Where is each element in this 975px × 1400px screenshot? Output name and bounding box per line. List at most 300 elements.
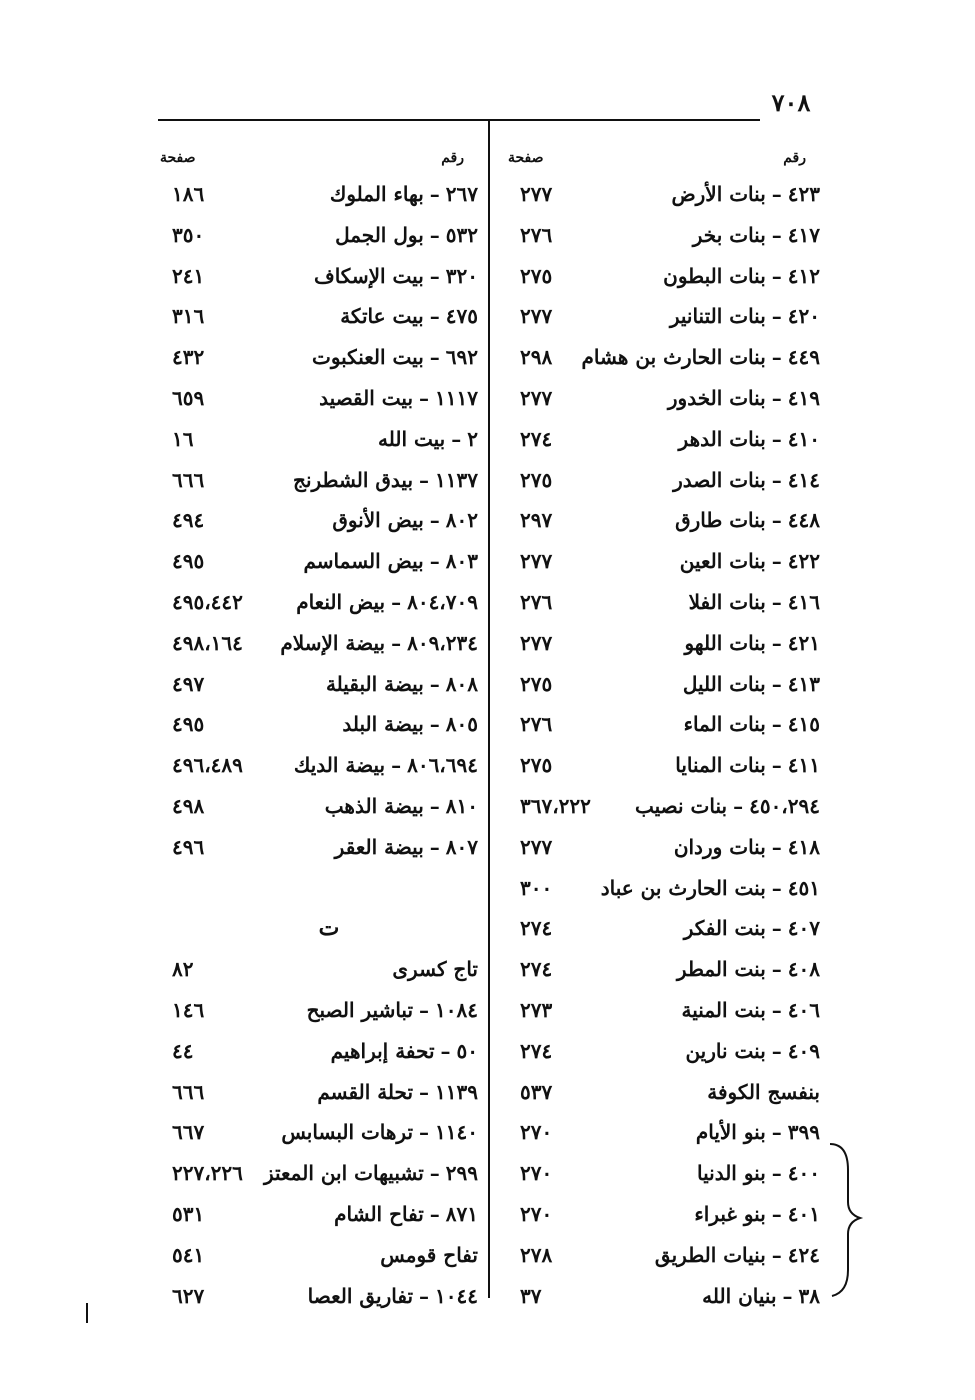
dash-separator: – [771,997,782,1022]
entry-page: ٢٧٦ [520,589,553,614]
entry-phrase: بنفسج الكوفة [707,1079,820,1104]
entry-page: ٢٧٠ [520,1201,553,1226]
entry-phrase: بيدق الشطرنج [293,467,414,492]
entry-label [335,215,478,256]
entry-label [680,541,820,582]
index-entry [160,215,478,256]
right-column-header [508,142,820,174]
entry-page: ٥٤١ [172,1242,205,1267]
entry-phrase: بنو الأيام [695,1120,766,1145]
entry-number: ٤٠٧ [787,916,820,941]
entry-phrase: بنات التنانير [669,304,766,329]
dash-separator: – [429,508,440,533]
entry-phrase: تحفة إبراهيم [330,1038,435,1063]
index-entry [508,378,820,419]
entry-page: ٢٧٤ [520,957,553,982]
entry-page: ٤٩٨،١٦٤ [172,630,243,655]
page-heading: صفحة [160,150,196,166]
entry-label [314,256,478,297]
dash-separator: – [771,1201,782,1226]
dash-separator: – [771,1120,782,1145]
index-entry [508,1276,820,1317]
entry-label [601,868,820,909]
index-entry [160,174,478,215]
entry-phrase: بنات الحارث بن هشام [581,345,766,370]
dash-separator: – [771,589,782,614]
entry-page: ٢٧٧ [520,834,553,859]
entry-label [684,908,820,949]
entry-label [335,827,478,868]
entry-phrase: بنت الفكر [683,916,766,941]
index-entry [508,582,820,623]
entry-label [280,623,478,664]
index-entry [508,949,820,990]
entry-page: ٢٧٠ [520,1120,553,1145]
entry-number: ٤١٢ [787,263,820,288]
entry-phrase: بنيات الطريق [654,1242,766,1267]
dash-separator: – [771,753,782,778]
entry-page: ٢٧٠ [520,1161,553,1186]
entry-page: ٣٥٠ [172,222,205,247]
entry-label [317,1072,478,1113]
entry-number: ١٠٨٤ [435,997,478,1022]
entry-number: ٤١٠ [787,426,820,451]
dash-separator: – [419,1120,430,1145]
index-entry [508,868,820,909]
entry-phrase: بنات اللهو [684,630,766,655]
entry-page: ٦٥٩ [172,385,205,410]
dash-separator: – [771,916,782,941]
entry-number: ٤٤٩ [787,345,820,370]
entry-page: ٢٩٨ [520,345,553,370]
entry-phrase: بنات العين [679,549,766,574]
entry-label [392,949,478,990]
dash-separator: – [771,630,782,655]
section-letter: ت [318,915,340,942]
index-entry [508,1072,820,1113]
entry-label [679,419,820,460]
entry-phrase: تحلة القسم [317,1079,414,1104]
entry-label [673,460,820,501]
entry-number: ٤٢٤ [787,1242,820,1267]
index-entry [160,419,478,460]
entry-number: ٢ [467,426,478,451]
entry-page: ٢٧٦ [520,222,553,247]
entry-label [675,500,820,541]
entry-page: ٢٧٦ [520,712,553,737]
entry-label [684,704,820,745]
entry-label [308,1276,478,1317]
entry-phrase: بنات نصيب [635,793,728,818]
index-entry [508,704,820,745]
entry-number: ٨٠٥ [445,712,478,737]
entry-number: ٢٩٩ [445,1161,478,1186]
entry-phrase: ترهات البسابس [281,1120,414,1145]
index-entry [160,582,478,623]
entry-label [378,419,478,460]
index-entry [160,541,478,582]
dash-separator: – [771,549,782,574]
index-entry [508,827,820,868]
dash-separator: – [429,263,440,288]
page-number: ٧٠٨ [771,88,811,117]
entry-phrase: تفاح الشام [334,1201,424,1226]
entry-page: ٢٧٤ [520,1038,553,1063]
entry-label [674,827,820,868]
entry-number: ٨٧١ [445,1201,478,1226]
entry-phrase: بنات وردان [673,834,766,859]
entry-number: ٨١٠ [445,793,478,818]
index-entry [160,1153,478,1194]
dash-separator: – [419,997,430,1022]
dash-separator: – [771,1038,782,1063]
entry-phrase: بنيان الله [702,1283,777,1308]
entry-label [330,174,478,215]
index-entry [508,1194,820,1235]
entry-number: ٨٠٦،٦٩٤ [407,753,478,778]
index-entry [160,949,478,990]
dash-separator: – [391,753,402,778]
entry-number: ١٠٤٤ [435,1283,478,1308]
index-entry [508,1031,820,1072]
left-index-column [160,142,478,1316]
entry-page: ٦٦٦ [172,467,205,492]
entry-label [264,1153,478,1194]
entry-phrase: بنت الحارث بن عباد [600,875,766,900]
entry-phrase: بيت عاتكة [340,304,424,329]
index-entry [508,337,820,378]
entry-page: ٣٠٠ [520,875,553,900]
dash-separator: – [771,875,782,900]
entry-number: ٨٠٩،٢٣٤ [407,630,478,655]
entry-page: ٢٧٣ [520,997,553,1022]
entry-page: ٢٧٥ [520,671,553,696]
entry-number: ٤١٩ [787,385,820,410]
entry-page: ١٨٦ [172,182,205,206]
entry-number: ٤٠٦ [787,997,820,1022]
dash-separator: – [771,1242,782,1267]
entry-phrase: بنات البطون [663,263,766,288]
entry-page: ٢٧٥ [520,263,553,288]
dash-separator: – [391,630,402,655]
entry-page: ٤٩٦،٤٨٩ [172,753,243,778]
index-entry [508,215,820,256]
entry-phrase: بيض الأنوق [332,508,424,533]
entry-page: ٢٧٤ [520,426,553,451]
entry-number: ٨٠٢ [445,508,478,533]
dash-separator: – [429,222,440,247]
entry-phrase: بيت القصيد [319,385,414,410]
dash-separator: – [429,1201,440,1226]
entry-number: ٤٢٠ [787,304,820,329]
dash-separator: – [440,1038,451,1063]
entry-label [702,1276,820,1317]
entry-phrase: بول الجمل [335,222,424,247]
entry-label [696,1112,820,1153]
index-entry [160,786,478,827]
index-entry [508,541,820,582]
left-column-header [160,142,478,174]
entry-label [303,541,478,582]
entry-phrase: بيض السماسم [303,549,424,574]
dash-separator: – [419,385,430,410]
entry-label [663,256,820,297]
entry-label [326,664,478,705]
entry-page: ٥٣٧ [520,1079,553,1104]
entry-number: ٢٦٧ [445,182,478,206]
entry-page: ٢٧٧ [520,182,553,206]
entry-page: ٤٩٦ [172,834,205,859]
entry-label [342,704,478,745]
dash-separator: – [771,385,782,410]
dash-separator: – [391,589,402,614]
entry-number: ٤١٦ [787,589,820,614]
entry-number: ٨٠٨ [445,671,478,696]
index-entry [160,296,478,337]
entry-phrase: بنات بخر [692,222,766,247]
entry-page: ٢٧٨ [520,1242,553,1267]
entry-label [655,1235,820,1276]
entry-phrase: بنات الماء [683,712,766,737]
entry-label [312,337,478,378]
dash-separator: – [429,304,440,329]
entry-number: ٤٠٠ [787,1161,820,1186]
entry-label [689,582,820,623]
dash-separator: – [429,549,440,574]
right-index-column [508,142,820,1316]
entry-phrase: بيت العنكبوت [311,345,424,370]
entry-number: ٣٩٩ [787,1120,820,1145]
index-entry [160,827,478,868]
index-entry [508,990,820,1031]
dash-separator: – [429,712,440,737]
index-entry [160,1072,478,1113]
entry-page: ٦٦٧ [172,1120,205,1145]
dash-separator: – [771,304,782,329]
index-entry [508,1235,820,1276]
index-entry [160,256,478,297]
dash-separator: – [451,426,462,451]
entry-phrase: بنت نارين [685,1038,766,1063]
grouping-bracket [828,1140,868,1300]
column-divider [488,120,490,1298]
dash-separator: – [429,834,440,859]
dash-separator: – [771,222,782,247]
entry-phrase: بيضة العقر [334,834,424,859]
entry-number: ٨٠٤،٧٠٩ [407,589,478,614]
entry-phrase: بنات المنايا [675,753,766,778]
entry-number: ٤٠١ [787,1201,820,1226]
entry-number: ١١٣٧ [435,467,478,492]
entry-label [582,337,820,378]
entry-number: ٤٢١ [787,630,820,655]
header-rule [158,119,760,121]
entry-phrase: بنو الدنيا [697,1161,766,1186]
entry-number: ٤١٨ [787,834,820,859]
entry-page: ٤٤ [172,1038,194,1063]
entry-page: ٤٩٨ [172,793,205,818]
dash-separator: – [771,467,782,492]
entry-number: ٤٧٥ [445,304,478,329]
entry-label [675,745,820,786]
entry-page: ٢٧٤ [520,916,553,941]
entry-page: ٢٧٧ [520,385,553,410]
index-entry [508,664,820,705]
entry-number: ٥٣٢ [445,222,478,247]
dash-separator: – [419,467,430,492]
index-entry [160,337,478,378]
entry-page: ٤٩٥ [172,549,205,574]
dash-separator: – [429,1161,440,1186]
index-entry [508,623,820,664]
entry-number: ٤١١ [787,753,820,778]
entry-phrase: بنت المطر [676,957,766,982]
dash-separator: – [771,671,782,696]
entry-label [685,1031,820,1072]
index-entry [508,460,820,501]
entry-phrase: تباشير الصبح [306,997,414,1022]
entry-page: ٢٧٥ [520,467,553,492]
entry-number: ٤٥١ [787,875,820,900]
dash-separator: – [771,1161,782,1186]
entry-number: ١١١٧ [435,385,478,410]
index-entry [508,1112,820,1153]
index-entry [160,378,478,419]
entry-label [677,949,820,990]
index-entry [160,868,478,909]
entry-page: ٣٦٧،٢٢٢ [520,793,591,818]
entry-page: ٨٢ [172,957,194,982]
entry-number: ٦٩٢ [445,345,478,370]
entry-number: ١١٤٠ [435,1120,478,1145]
index-entry [160,1235,478,1276]
index-entry [508,296,820,337]
entry-number: ٤٢٣ [787,182,820,206]
entry-phrase: بيضة البقيلة [325,671,424,696]
entry-phrase: بنات الأرض [671,182,766,206]
entry-page: ٤٩٥ [172,712,205,737]
entry-number: ٤١٤ [787,467,820,492]
entry-page: ٤٩٤ [172,508,205,533]
number-heading: رقم [783,150,806,166]
dash-separator: – [771,426,782,451]
dash-separator: – [429,345,440,370]
entry-phrase: بيضة الذهب [324,793,424,818]
dash-separator: – [782,1283,793,1308]
entry-page: ٢٧٧ [520,549,553,574]
entry-label [683,664,820,705]
dash-separator: – [771,508,782,533]
entry-label [294,745,478,786]
entry-phrase: بيضة البلد [342,712,424,737]
entry-page: ٣١٦ [172,304,205,329]
entry-label [334,1194,478,1235]
index-entry [160,460,478,501]
entry-phrase: بيضة الديك [293,753,386,778]
entry-phrase: بنات الدهر [678,426,766,451]
entry-label [670,296,820,337]
dash-separator: – [733,793,744,818]
entry-phrase: بنات الفلا [688,589,766,614]
dash-separator: – [429,671,440,696]
entry-page: ٣٧ [520,1283,542,1308]
entry-label [380,1235,478,1276]
entry-number: ٨٠٣ [445,549,478,574]
entry-phrase: بنات طارق [675,508,766,533]
entry-label [325,786,478,827]
index-entry [160,1276,478,1317]
entry-page: ٦٢٧ [172,1283,205,1308]
entry-label [332,500,478,541]
index-entry [508,256,820,297]
dash-separator: – [771,712,782,737]
entry-page: ٢٧٧ [520,630,553,655]
entry-phrase: تفاريق العصا [307,1283,414,1308]
page-heading: صفحة [508,150,544,166]
entry-number: ٤٤٨ [787,508,820,533]
index-entry [160,745,478,786]
dash-separator: – [771,957,782,982]
entry-number: ٤٠٩ [787,1038,820,1063]
index-entry [508,786,820,827]
entry-number: ٤٢٢ [787,549,820,574]
index-entry [508,500,820,541]
entry-phrase: بيت الله [378,426,446,451]
entry-phrase: بنات الليل [682,671,766,696]
entry-number: ٣٨ [798,1283,820,1308]
entry-number: ١١٣٩ [435,1079,478,1104]
entry-phrase: تاج كسرى [392,957,478,982]
entry-label [671,174,820,215]
entry-page: ١٤٦ [172,997,205,1022]
entry-number: ٨٠٧ [445,834,478,859]
entry-label [307,990,478,1031]
dash-separator: – [429,793,440,818]
entry-phrase: بهاء الملوك [329,182,424,206]
entry-phrase: بنو غبراء [694,1201,766,1226]
index-entry [160,664,478,705]
index-entry [160,1031,478,1072]
entry-phrase: بيت الإسكاف [313,263,424,288]
dash-separator: – [771,263,782,288]
entry-label [697,1153,820,1194]
entry-page: ٥٣١ [172,1201,205,1226]
entry-phrase: بنت المنية [681,997,766,1022]
entry-phrase: تفاح قومس [380,1242,478,1267]
entry-label [668,378,820,419]
entry-number: ٤١٣ [787,671,820,696]
dash-separator: – [429,182,440,206]
entry-number: ٤٥٠،٢٩٤ [749,793,820,818]
entry-page: ٤٩٥،٤٤٢ [172,589,243,614]
index-entry [160,500,478,541]
entry-page: ٢٩٧ [520,508,553,533]
entry-label [682,990,820,1031]
entry-number: ٥٠ [456,1038,478,1063]
index-entry [508,745,820,786]
entry-number: ٤١٥ [787,712,820,737]
dash-separator: – [771,345,782,370]
entry-number: ٤١٧ [787,222,820,247]
index-entry [508,908,820,949]
entry-label [340,296,478,337]
entry-label [707,1072,820,1113]
entry-page: ٤٩٧ [172,671,205,696]
entry-phrase: تشبيهات ابن المعتز [263,1161,424,1186]
entry-label [684,623,820,664]
dash-separator: – [771,834,782,859]
index-entry [160,1112,478,1153]
